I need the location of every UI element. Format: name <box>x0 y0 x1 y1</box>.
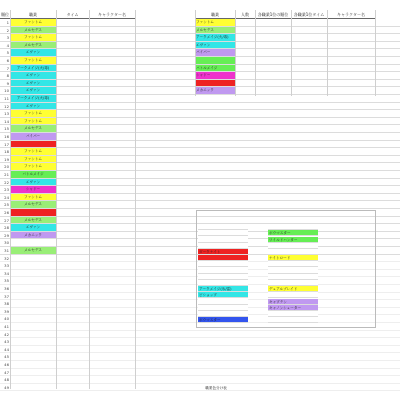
rank-number: 8 <box>6 73 9 79</box>
summary-best-time-cell <box>291 57 327 65</box>
time-cell <box>56 209 89 217</box>
time-cell <box>56 201 89 209</box>
character-name-cell <box>89 125 135 133</box>
summary-count-cell <box>235 19 255 27</box>
job-cell: メルセデス <box>24 248 42 252</box>
character-name-cell <box>89 156 135 164</box>
summary-best-rank-cell <box>255 87 291 95</box>
rank-number: 49 <box>4 384 9 390</box>
time-cell <box>56 186 89 194</box>
missing-job-left <box>198 243 248 249</box>
time-cell <box>56 156 89 164</box>
missing-job-left <box>198 218 248 224</box>
summary-best-rank-cell <box>255 72 291 80</box>
job-cell: メルセデス <box>24 217 42 222</box>
rank-number: 42 <box>4 331 9 337</box>
missing-job-left <box>198 230 248 236</box>
ranking-row <box>0 201 400 209</box>
header-job: 職業 <box>10 10 56 19</box>
missing-job-left <box>198 261 248 267</box>
character-name-cell <box>89 87 135 95</box>
summary-count-cell <box>235 49 255 57</box>
summary-best-time-cell <box>291 65 327 73</box>
time-cell <box>56 72 89 80</box>
rank-number: 4 <box>6 42 9 48</box>
column-divider <box>10 10 11 389</box>
time-cell <box>56 163 89 171</box>
summary-best-name-cell <box>327 57 375 65</box>
missing-job-left: ビショップ <box>198 292 248 298</box>
job-cell: ファントム <box>24 111 42 116</box>
summary-best-time-cell <box>291 49 327 57</box>
rank-number: 1 <box>6 20 9 25</box>
character-name-cell <box>89 148 135 156</box>
summary-count-cell <box>235 72 255 80</box>
missing-job-right <box>268 274 318 280</box>
rank-number: 13 <box>4 111 9 117</box>
time-cell <box>56 110 89 118</box>
time-cell <box>56 194 89 202</box>
time-cell <box>56 125 89 133</box>
summary-count-cell <box>235 57 255 65</box>
missing-job-right <box>268 243 318 249</box>
ranking-row <box>0 125 400 133</box>
job-cell: ファントム <box>24 156 42 161</box>
summary-job-cell: バイパー <box>195 49 235 57</box>
character-name-cell <box>89 49 135 57</box>
rank-number: 21 <box>4 172 9 177</box>
missing-job-left <box>198 255 248 261</box>
header-row <box>0 10 400 19</box>
missing-job-left: ボウマスター <box>198 317 248 323</box>
job-cell: エヴァン <box>25 225 41 230</box>
missing-job-right <box>268 280 318 286</box>
summary-best-rank-cell <box>255 34 291 42</box>
missing-job-right <box>268 218 318 224</box>
missing-job-right <box>268 268 318 274</box>
rank-number: 35 <box>4 278 9 284</box>
character-name-cell <box>89 163 135 171</box>
header-best-time: 各職業1位タイム <box>291 10 327 19</box>
missing-job-right: キャノンシューター <box>268 305 318 311</box>
character-name-cell <box>89 95 135 103</box>
job-cell: ファントム <box>24 194 42 199</box>
empty-row <box>0 369 400 377</box>
job-cell: メルセデス <box>24 42 42 47</box>
job-cell: メルセデス <box>24 202 42 207</box>
ranking-row <box>0 118 400 126</box>
legend-group-label <box>302 385 332 392</box>
summary-job-cell <box>195 57 235 65</box>
time-cell <box>56 118 89 126</box>
summary-best-name-cell <box>327 87 375 95</box>
missing-job-left <box>198 274 248 280</box>
ranking-row <box>0 179 400 187</box>
character-name-cell <box>89 65 135 73</box>
summary-count-cell <box>235 80 255 88</box>
legend-group-label <box>271 385 301 392</box>
rank-number: 2 <box>6 27 9 33</box>
rank-number: 22 <box>4 179 9 185</box>
ranking-row <box>0 156 400 164</box>
job-cell: シャドー <box>25 187 41 192</box>
rank-number: 10 <box>4 88 9 94</box>
missing-job-left <box>198 280 248 286</box>
legend-group-label <box>333 385 363 392</box>
time-cell <box>56 19 89 27</box>
empty-row <box>0 338 400 346</box>
time-cell <box>56 232 89 240</box>
summary-job-cell <box>195 80 235 88</box>
character-name-cell <box>89 232 135 240</box>
legend-group-label <box>364 385 394 392</box>
rank-number: 17 <box>4 141 9 147</box>
job-cell: ファントム <box>24 118 42 123</box>
rank-number: 25 <box>4 202 9 208</box>
ranking-row <box>0 95 400 103</box>
rank-number: 45 <box>4 354 9 360</box>
time-cell <box>56 95 89 103</box>
header-best-name: キャラクター名 <box>327 10 375 19</box>
legend-group-label <box>240 385 270 392</box>
missing-job-left <box>198 311 248 317</box>
character-name-cell <box>89 57 135 65</box>
character-name-cell <box>89 194 135 202</box>
rank-number: 32 <box>4 255 9 261</box>
rank-number: 9 <box>6 80 9 86</box>
column-divider <box>235 10 236 96</box>
time-cell <box>56 141 89 149</box>
column-divider <box>375 10 376 96</box>
missing-job-left <box>198 305 248 311</box>
job-cell: バイパー <box>25 134 41 138</box>
job-cell: メカニック <box>24 232 42 237</box>
summary-best-rank-cell <box>255 80 291 88</box>
time-cell <box>56 80 89 88</box>
character-name-cell <box>89 72 135 80</box>
character-name-cell <box>89 209 135 217</box>
job-cell <box>10 209 56 217</box>
character-name-cell <box>89 34 135 42</box>
missing-job-right: ワイルドハンター <box>268 237 318 243</box>
character-name-cell <box>89 217 135 225</box>
summary-best-name-cell <box>327 42 375 50</box>
empty-row <box>0 361 400 369</box>
summary-best-name-cell <box>327 65 375 73</box>
header-best-rank: 各職業1位の順位 <box>255 10 291 19</box>
summary-best-name-cell <box>327 27 375 35</box>
rank-number: 31 <box>4 248 9 253</box>
rank-number: 40 <box>4 316 9 322</box>
rank-number: 47 <box>4 369 9 375</box>
time-cell <box>56 239 89 247</box>
time-cell <box>56 217 89 225</box>
summary-best-rank-cell <box>255 27 291 35</box>
ranking-row <box>0 133 400 141</box>
ranking-row <box>0 194 400 202</box>
missing-job-right <box>268 311 318 317</box>
job-cell: エヴァン <box>25 80 41 85</box>
summary-best-time-cell <box>291 72 327 80</box>
rank-number: 11 <box>4 96 9 101</box>
job-cell: エヴァン <box>25 179 41 184</box>
summary-job-cell: メカニック <box>195 87 235 95</box>
rank-number: 34 <box>4 270 9 276</box>
sheet-title <box>120 3 280 10</box>
time-cell <box>56 247 89 255</box>
rank-number: 29 <box>4 232 9 238</box>
rank-number: 18 <box>4 149 9 155</box>
summary-job-cell: アークメイジ(火/毒) <box>195 34 235 42</box>
summary-best-rank-cell <box>255 57 291 65</box>
summary-best-rank-cell <box>255 42 291 50</box>
summary-count-cell <box>235 34 255 42</box>
missing-job-right <box>268 261 318 267</box>
summary-count-cell <box>235 87 255 95</box>
summary-best-time-cell <box>291 19 327 27</box>
ranking-row <box>0 171 400 179</box>
missing-job-right: デュアルブレイド <box>268 286 318 292</box>
header-job-summary: 職業 <box>195 10 235 19</box>
rank-number: 44 <box>4 346 9 352</box>
rank-number: 16 <box>4 134 9 139</box>
rank-number: 39 <box>4 308 9 314</box>
time-cell <box>56 133 89 141</box>
time-cell <box>56 179 89 187</box>
job-cell: ファントム <box>24 149 42 154</box>
rank-number: 27 <box>4 217 9 223</box>
missing-job-right <box>268 249 318 255</box>
ranking-row <box>0 163 400 171</box>
job-cell: バトルメイジ <box>22 172 44 176</box>
rank-number: 33 <box>4 263 9 269</box>
rank-number: 38 <box>4 301 9 307</box>
summary-job-cell: バトルメイジ <box>195 65 235 73</box>
character-name-cell <box>89 19 135 27</box>
summary-best-rank-cell <box>255 49 291 57</box>
rank-number: 19 <box>4 156 9 162</box>
summary-count-cell <box>235 65 255 73</box>
missing-job-left <box>198 299 248 305</box>
character-name-cell <box>89 103 135 111</box>
time-cell <box>56 34 89 42</box>
summary-best-name-cell <box>327 19 375 27</box>
empty-row <box>0 346 400 354</box>
missing-job-left: ダークナイト <box>198 249 248 255</box>
missing-job-left: アークメイジ(氷/雷) <box>198 286 248 292</box>
missing-job-left <box>198 237 248 243</box>
missing-job-right: ボウマスター <box>268 230 318 236</box>
time-cell <box>56 87 89 95</box>
summary-best-time-cell <box>291 80 327 88</box>
empty-row <box>0 353 400 361</box>
job-cell: メルセデス <box>24 126 42 131</box>
summary-job-cell: メルセデス <box>195 27 235 35</box>
missing-job-right <box>268 224 318 230</box>
time-cell <box>56 148 89 156</box>
header-name: キャラクター名 <box>89 10 135 19</box>
time-cell <box>56 103 89 111</box>
summary-count-cell <box>235 42 255 50</box>
character-name-cell <box>89 239 135 247</box>
missing-job-right: キャプテン <box>268 299 318 305</box>
job-cell: アークメイジ(火/毒) <box>16 96 50 100</box>
ranking-row <box>0 186 400 194</box>
legend-label: 職業色分け表 <box>205 386 227 390</box>
empty-row <box>0 331 400 339</box>
rank-number: 24 <box>4 194 9 200</box>
missing-job-left <box>198 224 248 230</box>
column-divider <box>291 10 292 96</box>
ranking-row <box>0 110 400 118</box>
time-cell <box>56 57 89 65</box>
summary-best-name-cell <box>327 34 375 42</box>
character-name-cell <box>89 171 135 179</box>
summary-best-rank-cell <box>255 19 291 27</box>
time-cell <box>56 224 89 232</box>
time-cell <box>56 49 89 57</box>
column-divider <box>89 10 90 389</box>
rank-number: 20 <box>4 164 9 170</box>
rank-number: 43 <box>4 339 9 345</box>
column-divider <box>327 10 328 96</box>
rank-number: 23 <box>4 187 9 193</box>
summary-best-time-cell <box>291 87 327 95</box>
missing-job-right: ナイトロード <box>268 255 318 261</box>
missing-job-left <box>198 268 248 274</box>
column-divider <box>56 10 57 389</box>
job-cell: ファントム <box>24 20 42 24</box>
ranking-row <box>0 103 400 111</box>
rank-number: 26 <box>4 210 9 215</box>
column-divider <box>195 10 196 96</box>
character-name-cell <box>89 201 135 209</box>
rank-number: 14 <box>4 118 9 124</box>
job-cell: メルセデス <box>24 27 42 32</box>
job-cell: エヴァン <box>25 88 41 93</box>
empty-row <box>0 376 400 384</box>
missing-jobs-title <box>199 211 349 217</box>
character-name-cell <box>89 247 135 255</box>
job-cell: ファントム <box>24 58 42 62</box>
summary-job-cell: シャドー <box>195 72 235 80</box>
job-cell: エヴァン <box>25 50 41 55</box>
job-cell: エヴァン <box>25 103 41 108</box>
job-cell <box>10 239 56 247</box>
column-divider <box>255 10 256 96</box>
time-cell <box>56 171 89 179</box>
summary-best-name-cell <box>327 49 375 57</box>
rank-number: 41 <box>4 324 9 329</box>
character-name-cell <box>89 110 135 118</box>
rank-number: 37 <box>4 293 9 299</box>
summary-best-name-cell <box>327 80 375 88</box>
missing-job-right <box>268 317 318 323</box>
character-name-cell <box>89 118 135 126</box>
character-name-cell <box>89 133 135 141</box>
summary-best-name-cell <box>327 72 375 80</box>
rank-number: 28 <box>4 225 9 231</box>
summary-count-cell <box>235 27 255 35</box>
character-name-cell <box>89 224 135 232</box>
character-name-cell <box>89 186 135 194</box>
rank-number: 6 <box>6 58 9 63</box>
summary-best-time-cell <box>291 27 327 35</box>
rank-number: 36 <box>4 286 9 291</box>
summary-job-cell: エヴァン <box>195 42 235 50</box>
header-count: 人数 <box>235 10 255 19</box>
summary-best-time-cell <box>291 34 327 42</box>
rank-number: 15 <box>4 126 9 132</box>
job-cell: ファントム <box>24 35 42 40</box>
summary-best-time-cell <box>291 42 327 50</box>
rank-number: 5 <box>6 50 9 56</box>
summary-job-cell: ファントム <box>195 19 235 27</box>
header-time: タイム <box>56 10 89 19</box>
job-cell: アークメイジ(火/毒) <box>16 65 50 70</box>
missing-job-right <box>268 292 318 298</box>
column-divider <box>135 10 136 389</box>
rank-number: 3 <box>6 35 9 41</box>
time-cell <box>56 65 89 73</box>
job-cell <box>10 141 56 149</box>
character-name-cell <box>89 27 135 35</box>
rank-number: 7 <box>6 65 9 71</box>
time-cell <box>56 42 89 50</box>
job-cell: ファントム <box>24 164 42 169</box>
ranking-row <box>0 148 400 156</box>
character-name-cell <box>89 42 135 50</box>
rank-number: 46 <box>4 362 9 367</box>
rank-number: 12 <box>4 103 9 109</box>
time-cell <box>56 27 89 35</box>
rank-number: 30 <box>4 240 9 246</box>
character-name-cell <box>89 179 135 187</box>
character-name-cell <box>89 80 135 88</box>
header-rank: 順位 <box>1 12 9 17</box>
character-name-cell <box>89 141 135 149</box>
summary-best-rank-cell <box>255 65 291 73</box>
rank-number: 48 <box>4 377 9 383</box>
job-cell: エヴァン <box>25 73 41 78</box>
ranking-row <box>0 141 400 149</box>
